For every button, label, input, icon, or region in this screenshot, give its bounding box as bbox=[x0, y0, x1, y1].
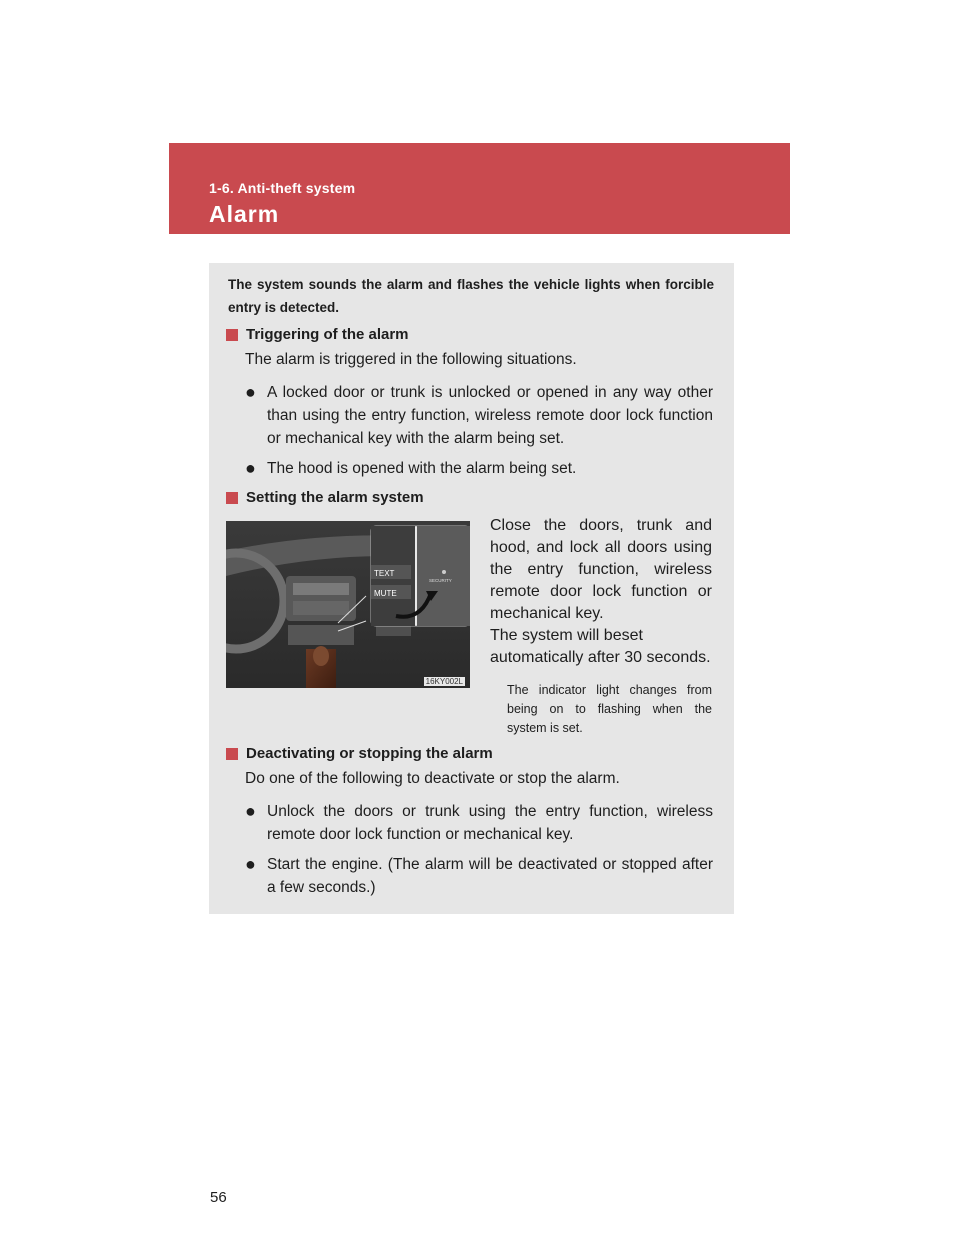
bullet-icon: ● bbox=[245, 801, 256, 821]
list-item-text: The hood is opened with the alarm being set. bbox=[267, 460, 577, 477]
square-bullet-icon bbox=[226, 329, 238, 341]
bullet-icon: ● bbox=[245, 854, 256, 874]
heading-triggering bbox=[226, 326, 409, 343]
section-header bbox=[169, 143, 790, 234]
dashboard-illustration bbox=[226, 521, 470, 688]
deactivating-body: Do one of the following to deactivate or stop the alarm. bbox=[245, 770, 620, 787]
setting-instructions bbox=[490, 515, 712, 669]
image-button-label: TEXT bbox=[374, 569, 395, 578]
square-bullet-icon bbox=[226, 748, 238, 760]
list-item bbox=[245, 853, 713, 899]
indicator-caption: The indicator light changes from being on to flashing when the system is set. bbox=[507, 683, 712, 735]
heading-deactivating bbox=[226, 745, 493, 762]
square-bullet-icon bbox=[226, 492, 238, 504]
list-item-text: A locked door or trunk is unlocked or opened in any way other than using the entry function, wireless remote door lock function or mechanical key with the alarm being set. bbox=[267, 384, 713, 447]
image-button-label: SECURITY bbox=[429, 578, 452, 583]
heading-label: Setting the alarm system bbox=[246, 489, 424, 506]
section-label: 1-6. Anti-theft system bbox=[209, 180, 356, 196]
list-item bbox=[245, 800, 713, 846]
page-title: Alarm bbox=[209, 201, 280, 227]
page-number: 56 bbox=[210, 1189, 227, 1206]
triggering-body: The alarm is triggered in the following situations. bbox=[245, 351, 577, 368]
content-panel bbox=[209, 263, 734, 914]
heading-label: Triggering of the alarm bbox=[246, 326, 409, 343]
list-item bbox=[245, 381, 713, 450]
bullet-icon: ● bbox=[245, 382, 256, 402]
bullet-icon: ● bbox=[245, 458, 256, 478]
intro-text: The system sounds the alarm and flashes the vehicle lights when forcible entry is detected. bbox=[228, 277, 714, 315]
heading-label: Deactivating or stopping the alarm bbox=[246, 745, 493, 762]
dashboard-photo bbox=[226, 521, 470, 688]
list-item-text: Start the engine. (The alarm will be deactivated or stopped after a few seconds.) bbox=[267, 856, 713, 896]
list-item-text: Unlock the doors or trunk using the entry function, wireless remote door lock function or mechanical key. bbox=[267, 803, 713, 843]
list-item bbox=[245, 457, 713, 480]
heading-setting bbox=[226, 489, 424, 506]
instructions-line: The system will beset automatically after 30 seconds. bbox=[490, 627, 711, 666]
instructions-line: Close the doors, trunk and hood, and lock all doors using the entry function, wireless remote door lock function or mechanical key. bbox=[490, 517, 712, 622]
image-code: 16KY002L bbox=[425, 677, 463, 686]
image-button-label: MUTE bbox=[374, 589, 397, 598]
